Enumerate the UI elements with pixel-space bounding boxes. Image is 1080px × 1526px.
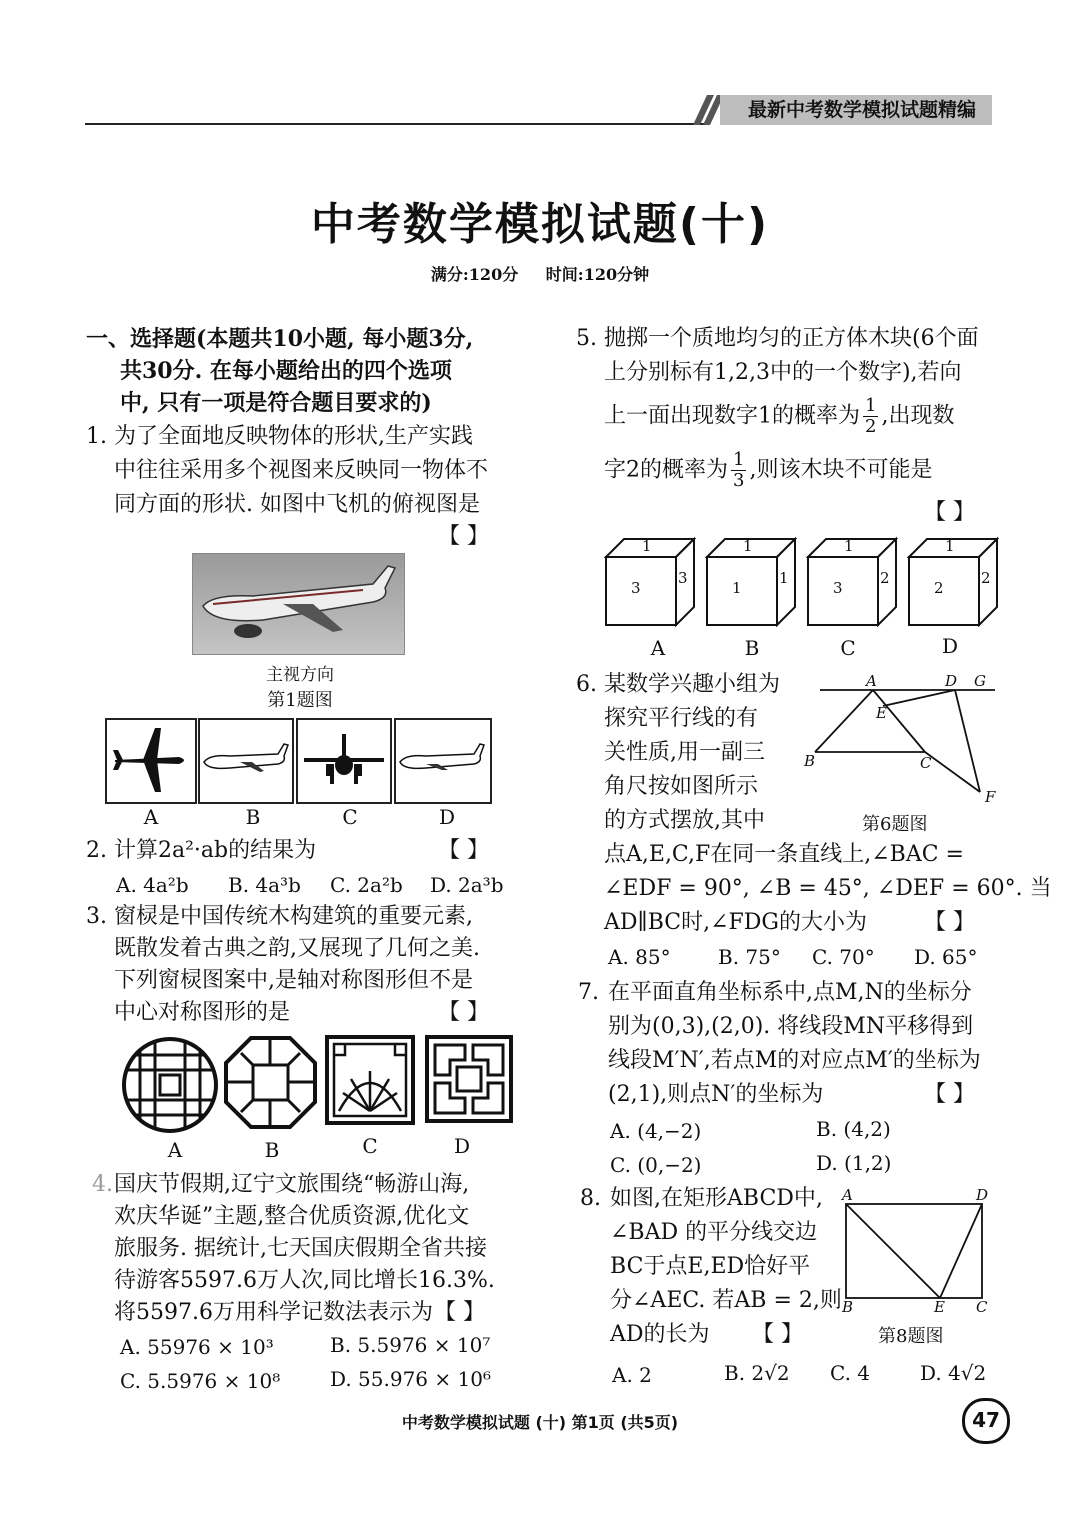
figure-caption: 第6题图 bbox=[862, 814, 928, 835]
option-a: A. 4a²b bbox=[116, 873, 189, 897]
option-label: B bbox=[744, 636, 760, 660]
figure-caption: 第1题图 bbox=[267, 690, 333, 711]
answer-bracket: 【 】 bbox=[924, 500, 975, 525]
q7-line: (2,1),则点N′的坐标为 bbox=[608, 1082, 824, 1107]
q6-line: 某数学兴趣小组为 bbox=[604, 672, 781, 697]
option-d: D. (1,2) bbox=[816, 1151, 892, 1175]
figure-caption: 第8题图 bbox=[878, 1326, 944, 1347]
q8-line: ∠BAD 的平分线交边 bbox=[610, 1220, 818, 1245]
photo-caption: 主视方向 bbox=[266, 665, 334, 685]
cube-d bbox=[907, 535, 999, 627]
question-number: 8. bbox=[580, 1186, 601, 1211]
option-a: A. 2 bbox=[612, 1363, 652, 1387]
cube-top-number: 1 bbox=[844, 537, 854, 555]
option-label: B bbox=[264, 1138, 280, 1162]
option-d-figure bbox=[394, 718, 492, 804]
option-label: A bbox=[650, 636, 666, 660]
lattice-a-icon bbox=[120, 1035, 220, 1135]
header-rule bbox=[85, 123, 705, 125]
option-c: C. (0,−2) bbox=[610, 1153, 702, 1177]
point-label: F bbox=[985, 788, 996, 806]
point-label: E bbox=[876, 704, 887, 722]
q4-line: 待游客5597.6万人次,同比增长16.3%. bbox=[114, 1268, 495, 1293]
q3-line: 下列窗棂图案中,是轴对称图形但不是 bbox=[114, 968, 473, 993]
answer-bracket: 【 】 bbox=[438, 838, 489, 863]
airplane-photo-icon bbox=[193, 554, 404, 654]
option-c-figure bbox=[296, 718, 392, 804]
series-title: 最新中考数学模拟试题精编 bbox=[748, 99, 977, 121]
cube-top-number: 1 bbox=[642, 537, 652, 555]
q1-line: 为了全面地反映物体的形状,生产实践 bbox=[114, 424, 473, 449]
question-number: 3. bbox=[86, 904, 107, 929]
point-label: C bbox=[920, 754, 932, 772]
exam-info bbox=[0, 262, 1080, 285]
airplane-photo bbox=[192, 553, 405, 655]
airplane-top-view-icon bbox=[107, 720, 195, 802]
q5-text: ,则该木块不可能是 bbox=[749, 457, 933, 483]
section-heading: 中, 只有一项是符合题目要求的) bbox=[120, 390, 432, 416]
option-b-figure bbox=[198, 718, 294, 804]
point-label: A bbox=[866, 672, 877, 690]
q8-line: AD的长为 bbox=[610, 1322, 710, 1347]
fraction-denominator: 3 bbox=[733, 470, 745, 491]
point-label: C bbox=[976, 1298, 988, 1316]
point-label: D bbox=[976, 1186, 989, 1204]
q6-line: 点A,E,C,F在同一条直线上,∠BAC = bbox=[604, 842, 964, 867]
option-c: C. 5.5976 × 10⁸ bbox=[120, 1369, 281, 1393]
point-label: G bbox=[974, 672, 986, 690]
fraction bbox=[863, 396, 878, 437]
cube-a bbox=[604, 535, 696, 627]
option-label: B bbox=[245, 805, 261, 829]
lattice-d-icon bbox=[425, 1035, 513, 1123]
answer-bracket: 【 】 bbox=[924, 1082, 975, 1107]
option-label: C bbox=[342, 805, 358, 829]
option-c: C. 2a²b bbox=[330, 873, 403, 897]
fraction-denominator: 2 bbox=[865, 416, 877, 437]
option-label: A bbox=[143, 805, 159, 829]
cube-top-number: 1 bbox=[743, 537, 753, 555]
q5-text: ,出现数 bbox=[881, 403, 955, 429]
q8-line: 分∠AEC. 若AB = 2,则 bbox=[610, 1288, 842, 1313]
option-label: D bbox=[453, 1134, 471, 1158]
section-heading: 共30分. 在每小题给出的四个选项 bbox=[120, 358, 452, 384]
page-footer: 中考数学模拟试题 (十) 第1页 (共5页) bbox=[401, 1413, 679, 1432]
q5-line: 上分别标有1,2,3中的一个数字),若向 bbox=[604, 360, 962, 385]
page-number: 47 bbox=[962, 1398, 1010, 1444]
q8-line: BC于点E,ED恰好平 bbox=[610, 1254, 811, 1279]
option-a: A. 55976 × 10³ bbox=[120, 1335, 274, 1359]
option-label: D bbox=[941, 634, 959, 658]
q6-line: 角尺按如图所示 bbox=[604, 774, 759, 799]
cube-side-number: 2 bbox=[981, 569, 991, 587]
option-c: C. 4 bbox=[830, 1361, 871, 1385]
point-label: B bbox=[804, 752, 816, 770]
answer-bracket: 【 】 bbox=[438, 1000, 489, 1025]
fraction bbox=[731, 450, 746, 491]
airplane-side-view-icon bbox=[200, 720, 292, 802]
answer-bracket: 【 】 bbox=[924, 910, 975, 935]
page-title: 中考数学模拟试题(十) bbox=[310, 199, 770, 250]
q6-line: AD∥BC时,∠FDG的大小为 bbox=[604, 910, 868, 935]
question-number: 1. bbox=[86, 424, 107, 449]
q4-line: 旅服务. 据统计,七天国庆假期全省共接 bbox=[114, 1236, 487, 1261]
option-d: D. 4√2 bbox=[920, 1361, 987, 1385]
cube-front-number: 2 bbox=[934, 579, 944, 597]
option-c: C. 70° bbox=[812, 945, 875, 969]
question-number: 2. bbox=[86, 838, 107, 863]
point-label: B bbox=[842, 1298, 854, 1316]
option-b: B. 2√2 bbox=[724, 1361, 790, 1385]
option-a: A. 85° bbox=[608, 945, 671, 969]
lattice-c-icon bbox=[325, 1035, 415, 1125]
q7-line: 在平面直角坐标系中,点M,N的坐标分 bbox=[608, 980, 972, 1005]
lattice-b-icon bbox=[223, 1035, 318, 1130]
option-label: D bbox=[438, 805, 456, 829]
question-number: 6. bbox=[576, 672, 597, 697]
exam-time: 时间:120分钟 bbox=[545, 265, 650, 284]
section-heading: 一、选择题(本题共10小题, 每小题3分, bbox=[86, 326, 474, 352]
point-label: D bbox=[945, 672, 958, 690]
airplane-side-view-icon bbox=[396, 720, 490, 802]
option-b: B. 5.5976 × 10⁷ bbox=[330, 1333, 491, 1357]
q8-line: 如图,在矩形ABCD中, bbox=[610, 1186, 823, 1211]
option-b: B. (4,2) bbox=[816, 1117, 891, 1141]
q3-line: 既散发着古典之韵,又展现了几何之美. bbox=[114, 936, 480, 961]
q6-line: ∠EDF = 90°, ∠B = 45°, ∠DEF = 60°. 当 bbox=[604, 876, 1052, 901]
cube-front-number: 3 bbox=[833, 579, 843, 597]
q5-text: 上一面出现数字1的概率为 bbox=[604, 403, 860, 429]
q8-rectangle-figure bbox=[840, 1196, 1000, 1306]
q2-stem: 计算2a²·ab的结果为 bbox=[114, 838, 317, 863]
answer-bracket: 【 】 bbox=[434, 1300, 485, 1325]
question-number: 7. bbox=[578, 980, 599, 1005]
answer-bracket: 【 】 bbox=[438, 524, 489, 549]
option-label: C bbox=[840, 636, 856, 660]
airplane-front-view-icon bbox=[298, 720, 390, 802]
q1-line: 中往往采用多个视图来反映同一物体不 bbox=[114, 458, 489, 483]
cube-side-number: 2 bbox=[880, 569, 890, 587]
q6-line: 的方式摆放,其中 bbox=[604, 808, 765, 833]
cube-c bbox=[806, 535, 898, 627]
q4-line: 将5597.6万用科学记数法表示为 bbox=[114, 1300, 433, 1325]
point-label: A bbox=[842, 1186, 853, 1204]
fraction-numerator: 1 bbox=[865, 395, 877, 416]
option-b: B. 4a³b bbox=[228, 873, 301, 897]
answer-bracket: 【 】 bbox=[752, 1322, 803, 1347]
q4-line: 欢庆华诞”主题,整合优质资源,优化文 bbox=[114, 1204, 470, 1229]
q7-line: 别为(0,3),(2,0). 将线段MN平移得到 bbox=[608, 1014, 974, 1039]
option-b: B. 75° bbox=[718, 945, 781, 969]
cube-front-number: 1 bbox=[732, 579, 742, 597]
q4-line: 国庆节假期,辽宁文旅围绕“畅游山海, bbox=[114, 1172, 470, 1197]
cube-top-number: 1 bbox=[945, 537, 955, 555]
option-a-figure bbox=[105, 718, 197, 804]
q1-line: 同方面的形状. 如图中飞机的俯视图是 bbox=[114, 492, 480, 517]
option-d: D. 2a³b bbox=[430, 873, 504, 897]
q3-line: 窗棂是中国传统木构建筑的重要元素, bbox=[114, 904, 473, 929]
question-number: 4. bbox=[92, 1172, 113, 1197]
q6-line: 探究平行线的有 bbox=[604, 706, 759, 731]
q7-line: 线段M′N′,若点M的对应点M′的坐标为 bbox=[608, 1048, 981, 1073]
q6-line: 关性质,用一副三 bbox=[604, 740, 765, 765]
cube-b bbox=[705, 535, 797, 627]
q3-line: 中心对称图形的是 bbox=[114, 1000, 291, 1025]
option-label: C bbox=[362, 1134, 378, 1158]
q5-line bbox=[604, 450, 932, 491]
option-a: A. (4,−2) bbox=[610, 1119, 702, 1143]
option-d: D. 55.976 × 10⁶ bbox=[330, 1367, 491, 1391]
question-number: 5. bbox=[576, 326, 597, 351]
q6-triangle-figure bbox=[805, 670, 1005, 810]
full-score: 满分:120分 bbox=[430, 265, 519, 284]
point-label: E bbox=[934, 1298, 945, 1316]
option-label: A bbox=[167, 1138, 183, 1162]
fraction-numerator: 1 bbox=[733, 449, 745, 470]
q5-line bbox=[604, 396, 954, 437]
cube-front-number: 3 bbox=[631, 579, 641, 597]
q5-line: 抛掷一个质地均匀的正方体木块(6个面 bbox=[604, 326, 979, 351]
cube-side-number: 1 bbox=[779, 569, 789, 587]
q5-text: 字2的概率为 bbox=[604, 457, 728, 483]
cube-side-number: 3 bbox=[678, 569, 688, 587]
option-d: D. 65° bbox=[914, 945, 978, 969]
